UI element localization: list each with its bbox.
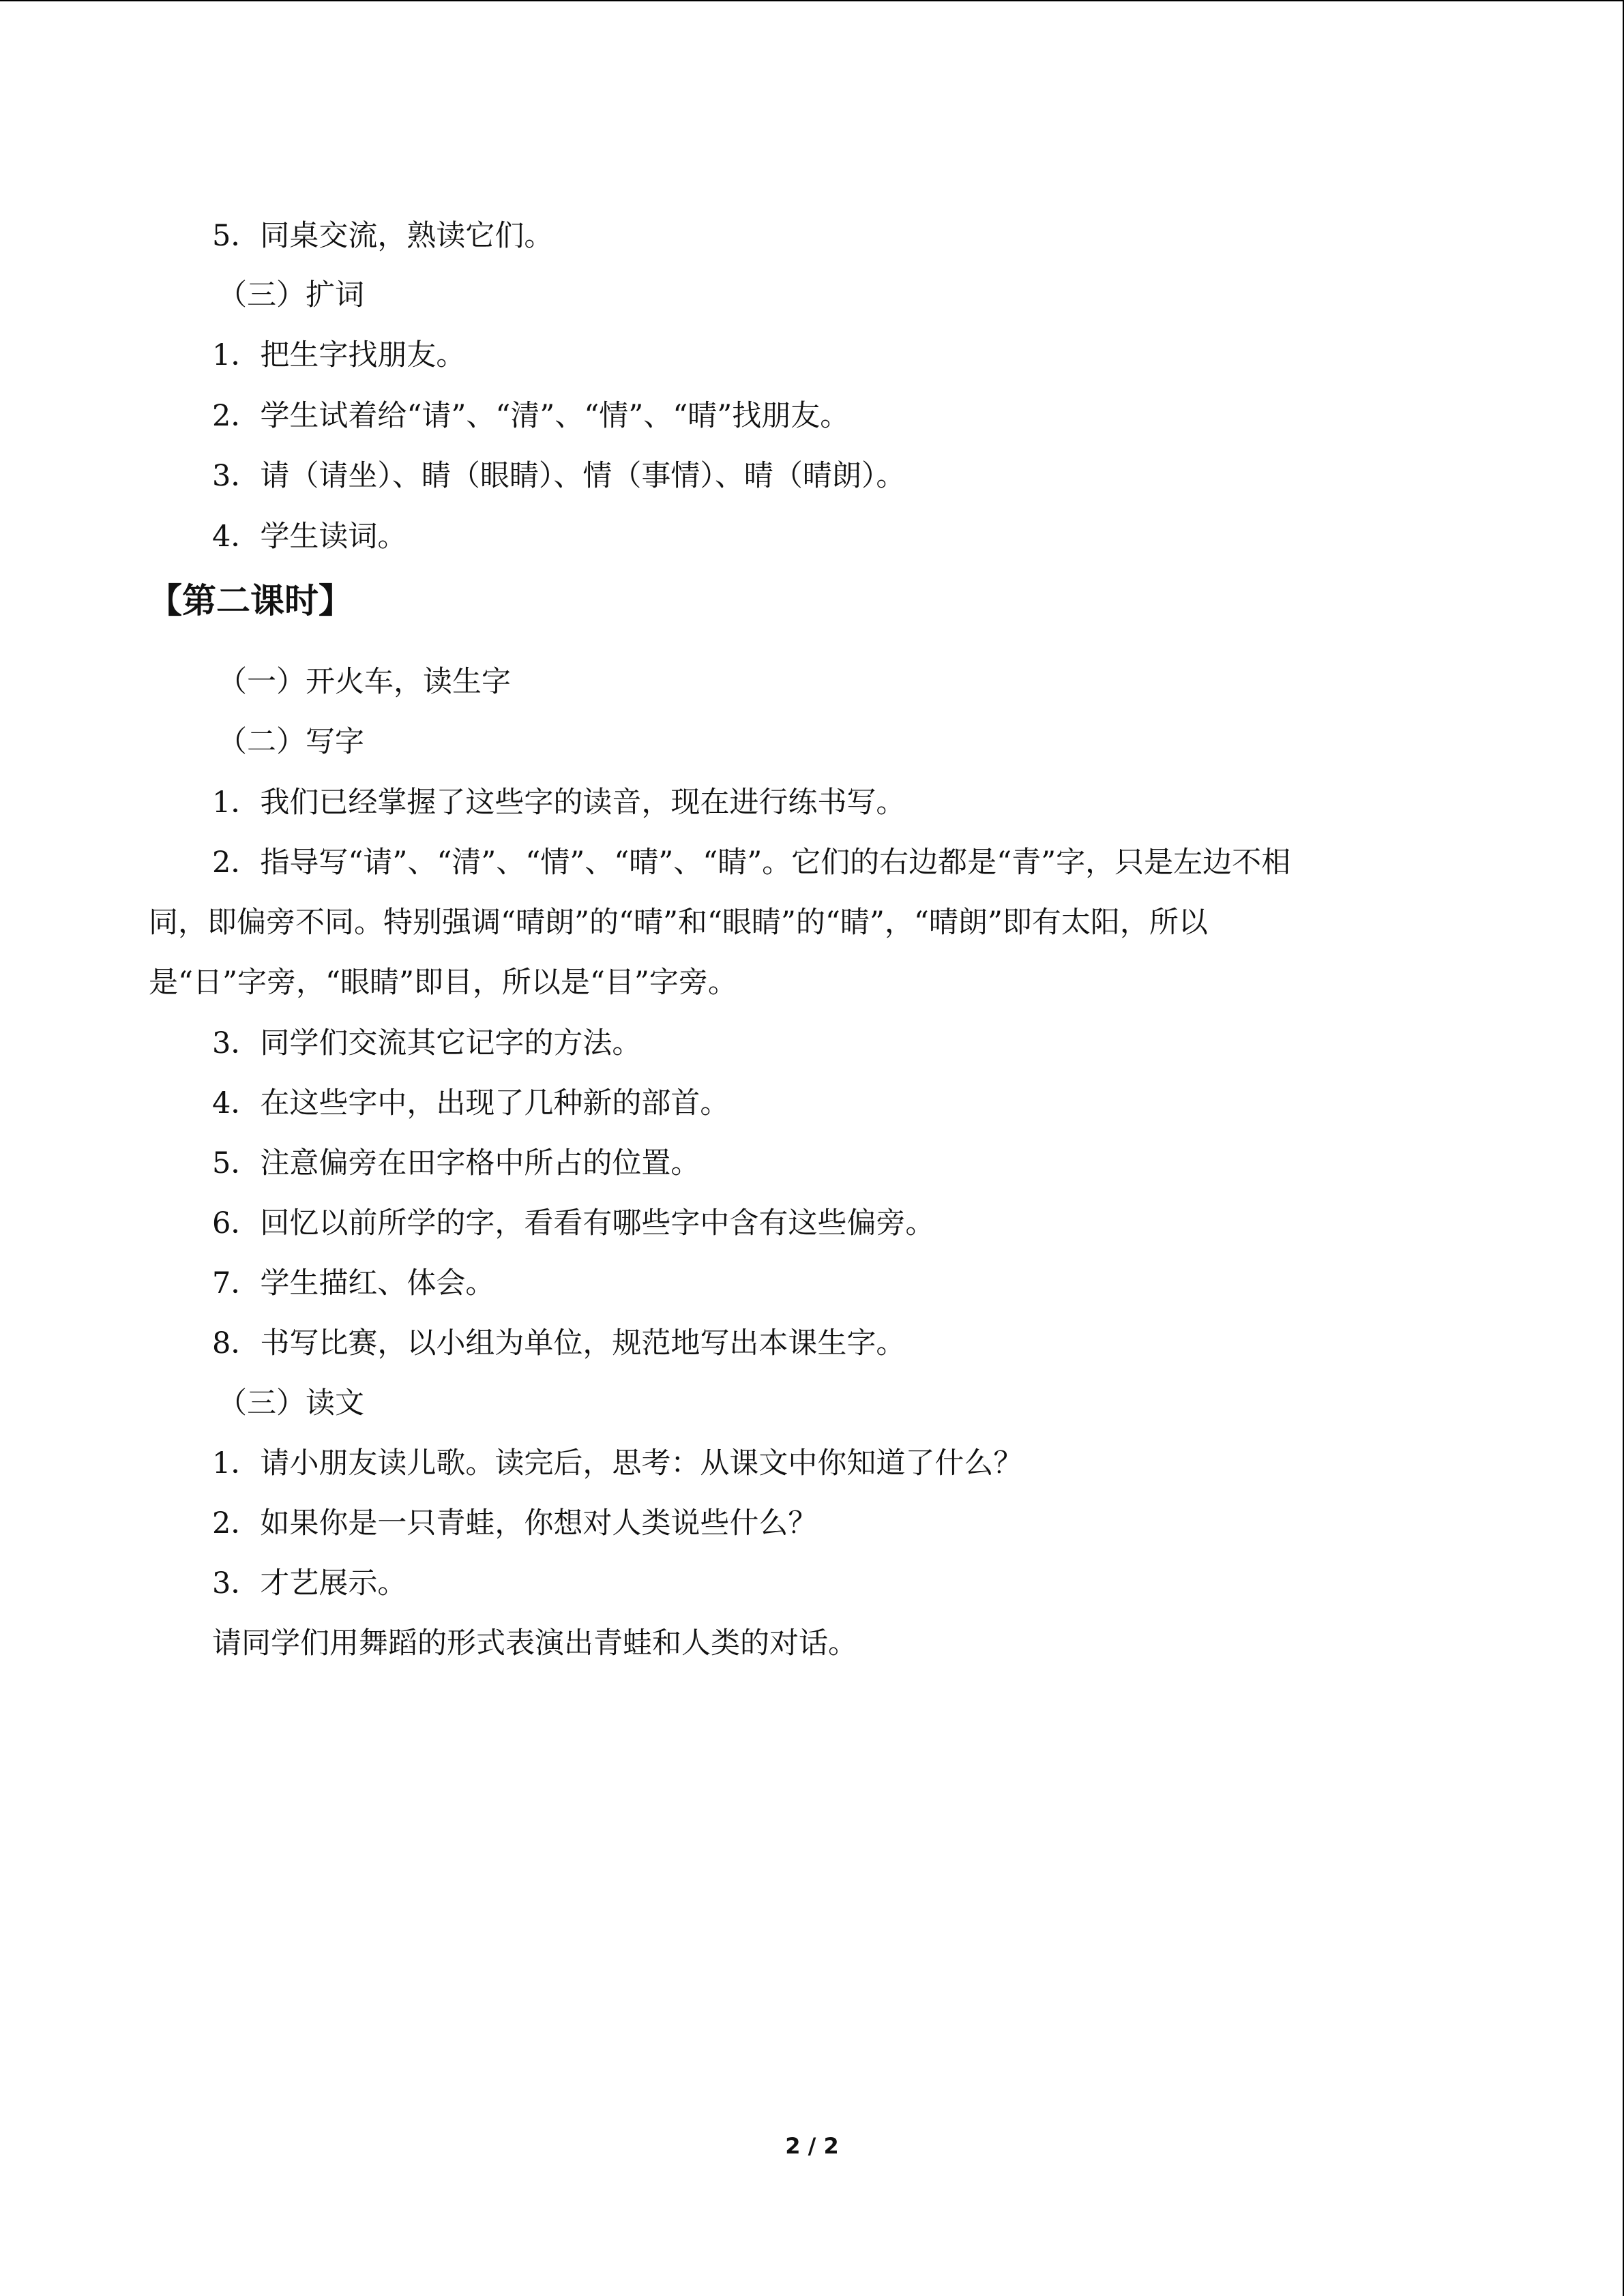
- list-item: 5．注意偏旁在田字格中所占的位置。: [212, 1146, 700, 1180]
- list-item: 4．学生读词。: [212, 520, 407, 554]
- list-item: 8．书写比赛，以小组为单位，规范地写出本课生字。: [212, 1326, 906, 1360]
- lesson-heading: 【第二课时】: [148, 581, 353, 621]
- closing-paragraph: 请同学们用舞蹈的形式表演出青蛙和人类的对话。: [212, 1626, 857, 1660]
- section-title: （三）扩词: [218, 278, 364, 312]
- list-item-continued: 同，即偏旁不同。特别强调“晴朗”的“晴”和“眼睛”的“睛”，“晴朗”即有太阳，所以: [149, 906, 1208, 940]
- list-item: 3．才艺展示。: [212, 1566, 407, 1600]
- list-item: 1．请小朋友读儿歌。读完后，思考：从课文中你知道了什么？: [212, 1446, 1023, 1480]
- list-item: 5．同桌交流，熟读它们。: [212, 219, 554, 253]
- list-item: 1．我们已经掌握了这些字的读音，现在进行练书写。: [212, 786, 906, 820]
- list-item: 3．同学们交流其它记字的方法。: [212, 1026, 642, 1060]
- list-item: 2．指导写“请”、“清”、“情”、“晴”、“睛”。它们的右边都是“青”字，只是左边不相: [212, 846, 1291, 880]
- list-item: 1．把生字找朋友。: [212, 338, 466, 372]
- list-item: 6．回忆以前所学的字，看看有哪些字中含有这些偏旁。: [212, 1206, 935, 1240]
- page-number: 2 / 2: [785, 2133, 839, 2159]
- list-item-continued: 是“日”字旁，“眼睛”即目，所以是“目”字旁。: [149, 966, 737, 1000]
- list-item: 3．请（请坐）、睛（眼睛）、情（事情）、晴（晴朗）。: [212, 459, 906, 493]
- section-title: （一）开火车，读生字: [218, 665, 511, 699]
- list-item: 7．学生描红、体会。: [212, 1266, 495, 1300]
- list-item: 2．学生试着给“请”、“清”、“情”、“晴”找朋友。: [212, 399, 850, 433]
- list-item: 4．在这些字中，出现了几种新的部首。: [212, 1086, 730, 1120]
- section-title: （三）读文: [218, 1386, 364, 1420]
- list-item: 2．如果你是一只青蛙，你想对人类说些什么？: [212, 1506, 818, 1540]
- section-title: （二）写字: [218, 725, 364, 759]
